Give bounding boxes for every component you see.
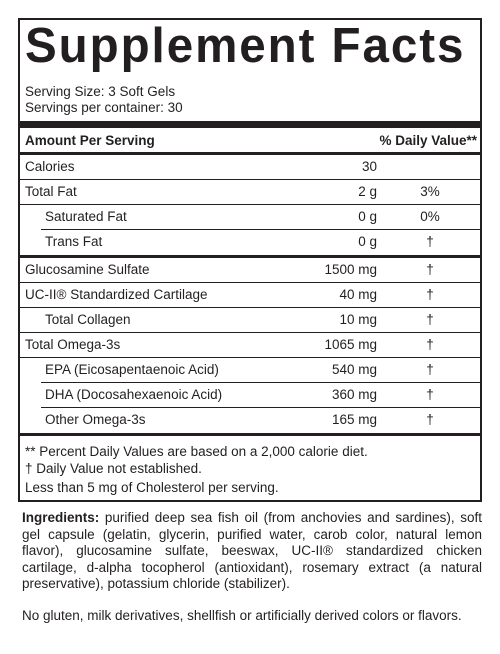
row-glucosamine-sulfate — [20, 258, 480, 283]
nutrient-name: Trans Fat — [45, 234, 103, 249]
footnote-cholesterol: Less than 5 mg of Cholesterol per serving. — [25, 480, 279, 495]
nutrient-amount: 1500 mg — [324, 262, 377, 277]
servings-per-container: Servings per container: 30 — [25, 100, 183, 115]
nutrient-daily-value: † — [426, 262, 434, 277]
nutrient-daily-value: † — [426, 287, 434, 302]
nutrient-daily-value: † — [426, 312, 434, 327]
footnote-dv-not-established: † Daily Value not established. — [25, 461, 202, 476]
nutrient-amount: 10 mg — [339, 312, 377, 327]
nutrient-name: Glucosamine Sulfate — [25, 262, 150, 277]
row-total-collagen — [41, 308, 480, 333]
row-uc-ii-cartilage — [20, 283, 480, 308]
row-calories — [20, 155, 480, 180]
nutrient-name: DHA (Docosahexaenoic Acid) — [45, 387, 223, 402]
nutrient-name: Total Collagen — [45, 312, 131, 327]
serving-size: Serving Size: 3 Soft Gels — [25, 84, 176, 99]
nutrient-name: Saturated Fat — [45, 209, 127, 224]
free-from-statement: No gluten, milk derivatives, shellfish or artificially derived colors or flavors. — [22, 608, 462, 623]
row-other-omega-3s — [41, 408, 480, 433]
thick-rule — [20, 121, 480, 128]
nutrient-name: Calories — [25, 159, 75, 174]
nutrient-daily-value: 0% — [420, 209, 440, 224]
row-saturated-fat — [41, 205, 480, 230]
nutrient-daily-value: † — [426, 362, 434, 377]
footer-rule — [20, 433, 480, 436]
nutrient-name: UC-II® Standardized Cartilage — [25, 287, 208, 302]
nutrient-name: Other Omega-3s — [45, 412, 146, 427]
nutrient-daily-value: † — [426, 234, 434, 249]
nutrient-daily-value: † — [426, 337, 434, 352]
nutrient-name: EPA (Eicosapentaenoic Acid) — [45, 362, 219, 377]
ingredients-text: purified deep sea fish oil (from anchovies and sardines), soft gel capsule (gelatin, glycerin, purified water, carob color, natural lemon flavor), glucosamine sulfate, beeswax, UC-II® standardized chicken cartilage, d-alpha tocopherol (antioxidant), rosemary extract (a natural preservative), potassium chloride (stabilizer). — [22, 510, 482, 592]
nutrient-amount: 360 mg — [331, 387, 377, 402]
footnote-percent-daily-value: ** Percent Daily Values are based on a 2,000 calorie diet. — [25, 444, 368, 459]
nutrient-daily-value: † — [426, 387, 434, 402]
row-dha — [41, 383, 480, 408]
nutrient-amount: 30 — [361, 159, 377, 174]
nutrient-amount: 540 mg — [331, 362, 377, 377]
nutrient-amount: 0 g — [358, 234, 377, 249]
nutrient-amount: 2 g — [358, 184, 377, 199]
panel-title: Supplement Facts — [25, 19, 466, 73]
nutrient-name: Total Omega-3s — [25, 337, 121, 352]
ingredients-paragraph — [22, 510, 482, 593]
nutrient-name: Total Fat — [25, 184, 77, 199]
amount-per-serving-header: Amount Per Serving — [25, 133, 155, 148]
nutrient-amount: 0 g — [358, 209, 377, 224]
row-epa — [41, 358, 480, 383]
nutrient-daily-value: 3% — [420, 184, 440, 199]
row-total-fat — [20, 180, 480, 205]
daily-value-header: % Daily Value** — [379, 133, 477, 148]
row-trans-fat — [41, 230, 480, 255]
nutrient-amount: 40 mg — [339, 287, 377, 302]
row-total-omega-3s — [20, 333, 480, 358]
supplement-facts-panel — [18, 18, 482, 502]
nutrient-daily-value: † — [426, 412, 434, 427]
ingredients-label: Ingredients: — [22, 510, 100, 525]
nutrient-amount: 165 mg — [331, 412, 377, 427]
nutrient-amount: 1065 mg — [324, 337, 377, 352]
